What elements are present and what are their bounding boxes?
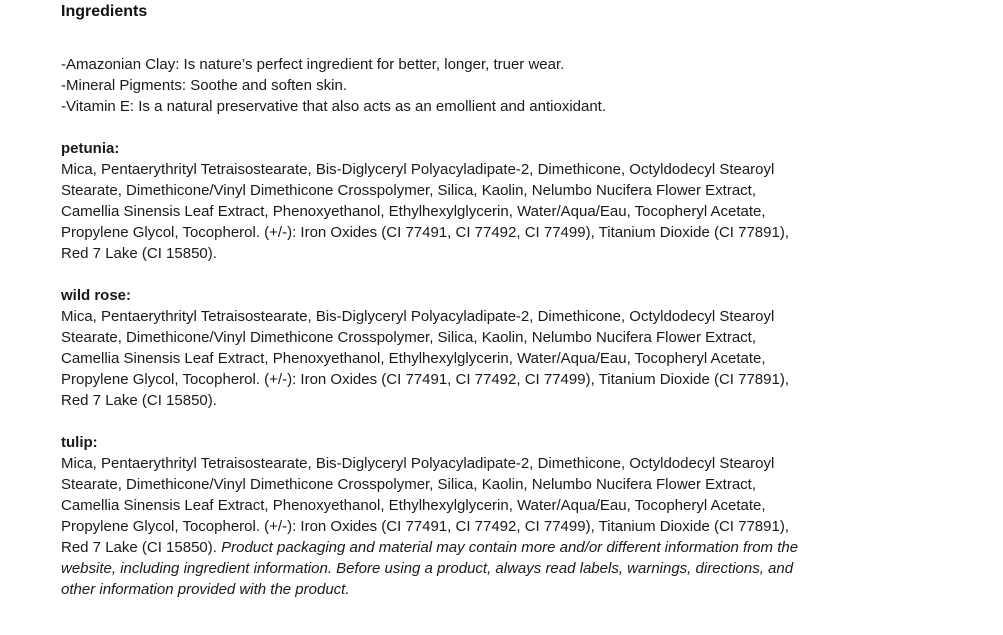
shade-ingredients-with-disclaimer bbox=[61, 453, 801, 600]
ingredients-heading: Ingredients bbox=[61, 3, 148, 20]
product-disclaimer: Product packaging and material may contain more and/or different information from the website, including ingredient information. Before using a product, always read labels, warnings, directions, and other information provided with the product. bbox=[61, 539, 799, 598]
benefit-mineral-pigments: -Mineral Pigments: Soothe and soften skin. bbox=[61, 77, 347, 94]
benefit-amazonian-clay: -Amazonian Clay: Is nature’s perfect ingredient for better, longer, truer wear. bbox=[61, 56, 565, 73]
shade-ingredients-text: Mica, Pentaerythrityl Tetraisostearate, Bis-Diglyceryl Polyacyladipate-2, Dimethicone, Octyldodecyl Stearoyl Stearate, Dimethicone/Vinyl Dimethicone Crosspolymer, Silica, Kaolin, Nelumbo Nucifera Flower Extract, Camellia Sinensis Leaf Extract, Phenoxyethanol, Ethylhexylglycerin, Water/Aqua/Eau, Tocopheryl Acetate, Propylene Glycol, Tocopherol. (+/-): Iron Oxides (CI 77491, CI 77492, CI 77499), Titanium Dioxide (CI 77891), Red 7 Lake (CI 15850). bbox=[61, 455, 789, 556]
ingredients-section bbox=[61, 0, 821, 600]
shade-name: wild rose: bbox=[61, 287, 132, 304]
shade-name: petunia: bbox=[61, 140, 120, 157]
benefit-vitamin-e: -Vitamin E: Is a natural preservative that also acts as an emollient and antioxidant. bbox=[61, 98, 607, 115]
shade-ingredients: Mica, Pentaerythrityl Tetraisostearate, Bis-Diglyceryl Polyacyladipate-2, Dimethicone, Octyldodecyl Stearoyl Stearate, Dimethicone/Vinyl Dimethicone Crosspolymer, Silica, Kaolin, Nelumbo Nucifera Flower Extract, Camellia Sinensis Leaf Extract, Phenoxyethanol, Ethylhexylglycerin, Water/Aqua/Eau, Tocopheryl Acetate, Propylene Glycol, Tocopherol. (+/-): Iron Oxides (CI 77491, CI 77492, CI 77499), Titanium Dioxide (CI 77891), Red 7 Lake (CI 15850). bbox=[61, 161, 789, 262]
shade-petunia bbox=[61, 138, 821, 264]
shade-wild-rose bbox=[61, 285, 821, 411]
shade-tulip bbox=[61, 432, 821, 600]
benefits-list bbox=[61, 54, 821, 117]
shade-ingredients: Mica, Pentaerythrityl Tetraisostearate, Bis-Diglyceryl Polyacyladipate-2, Dimethicone, Octyldodecyl Stearoyl Stearate, Dimethicone/Vinyl Dimethicone Crosspolymer, Silica, Kaolin, Nelumbo Nucifera Flower Extract, Camellia Sinensis Leaf Extract, Phenoxyethanol, Ethylhexylglycerin, Water/Aqua/Eau, Tocopheryl Acetate, Propylene Glycol, Tocopherol. (+/-): Iron Oxides (CI 77491, CI 77492, CI 77499), Titanium Dioxide (CI 77891), Red 7 Lake (CI 15850). bbox=[61, 308, 789, 409]
shade-name: tulip: bbox=[61, 434, 98, 451]
